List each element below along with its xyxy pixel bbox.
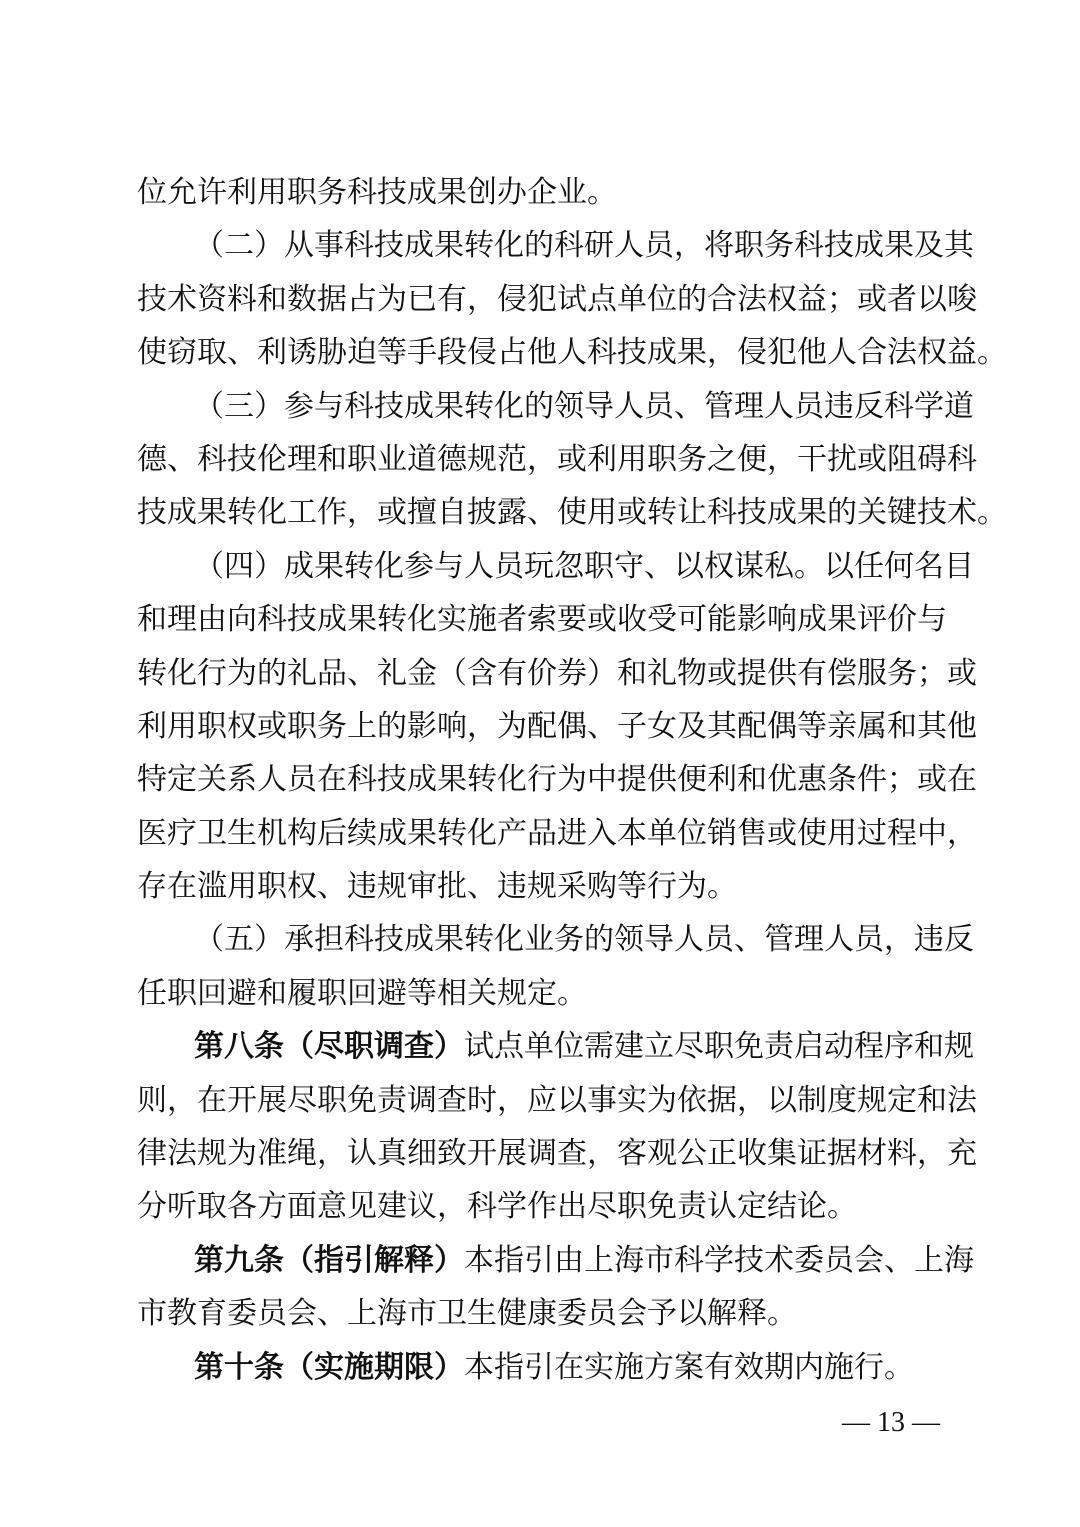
paragraph-line: 医疗卫生机构后续成果转化产品进入本单位销售或使用过程中， <box>137 815 977 851</box>
paragraph-line: 技术资料和数据占为已有，侵犯试点单位的合法权益；或者以唆 <box>137 281 977 317</box>
paragraph-line: （五）承担科技成果转化业务的领导人员、管理人员，违反 <box>194 922 974 958</box>
body-text <box>137 166 1007 1394</box>
article-9-first-line-text: 本指引由上海市科学技术委员会、上海 <box>464 1242 974 1278</box>
paragraph-line: 使窃取、利诱胁迫等手段侵占他人科技成果，侵犯他人合法权益。 <box>137 335 1007 371</box>
paragraph-line: 德、科技伦理和职业道德规范，或利用职务之便，干扰或阻碍科 <box>137 441 977 477</box>
page-number: — 13 — <box>842 1407 940 1438</box>
paragraph-line: 技成果转化工作，或擅自披露、使用或转让科技成果的关键技术。 <box>137 495 1007 531</box>
article-10-line <box>137 1341 947 1394</box>
paragraph-line: 和理由向科技成果转化实施者索要或收受可能影响成果评价与 <box>137 602 947 638</box>
paragraph-line: 分听取各方面意见建议，科学作出尽职免责认定结论。 <box>137 1189 857 1225</box>
paragraph-line: 存在滥用职权、违规审批、违规采购等行为。 <box>137 869 737 905</box>
paragraph-line: 位允许利用职务科技成果创办企业。 <box>137 175 617 210</box>
paragraph-line: （三）参与科技成果转化的领导人员、管理人员违反科学道 <box>194 388 974 424</box>
paragraph-line: 任职回避和履职回避等相关规定。 <box>137 975 587 1011</box>
article-9-first-line <box>137 1234 974 1287</box>
paragraph-line: （二）从事科技成果转化的科研人员，将职务科技成果及其 <box>194 228 974 264</box>
paragraph-line: 特定关系人员在科技成果转化行为中提供便利和优惠条件；或在 <box>137 762 977 798</box>
paragraph-line: （四）成果转化参与人员玩忽职守、以权谋私。以任何名目 <box>194 548 974 584</box>
article-8-first-line <box>137 1020 974 1073</box>
article-10-heading: 第十条（实施期限） <box>194 1349 464 1385</box>
paragraph-line: 律法规为准绳，认真细致开展调查，客观公正收集证据材料，充 <box>137 1136 977 1172</box>
paragraph-line: 转化行为的礼品、礼金（含有价券）和礼物或提供有偿服务；或 <box>137 655 977 691</box>
article-9-heading: 第九条（指引解释） <box>194 1242 464 1278</box>
paragraph-line: 利用职权或职务上的影响，为配偶、子女及其配偶等亲属和其他 <box>137 708 977 744</box>
article-8-first-line-text: 试点单位需建立尽职免责启动程序和规 <box>464 1029 974 1065</box>
article-10-text: 本指引在实施方案有效期内施行。 <box>464 1349 914 1385</box>
article-8-heading: 第八条（尽职调查） <box>194 1029 464 1065</box>
paragraph-line: 则，在开展尽职免责调查时，应以事实为依据，以制度规定和法 <box>137 1082 977 1118</box>
paragraph-line: 市教育委员会、上海市卫生健康委员会予以解释。 <box>137 1296 797 1332</box>
